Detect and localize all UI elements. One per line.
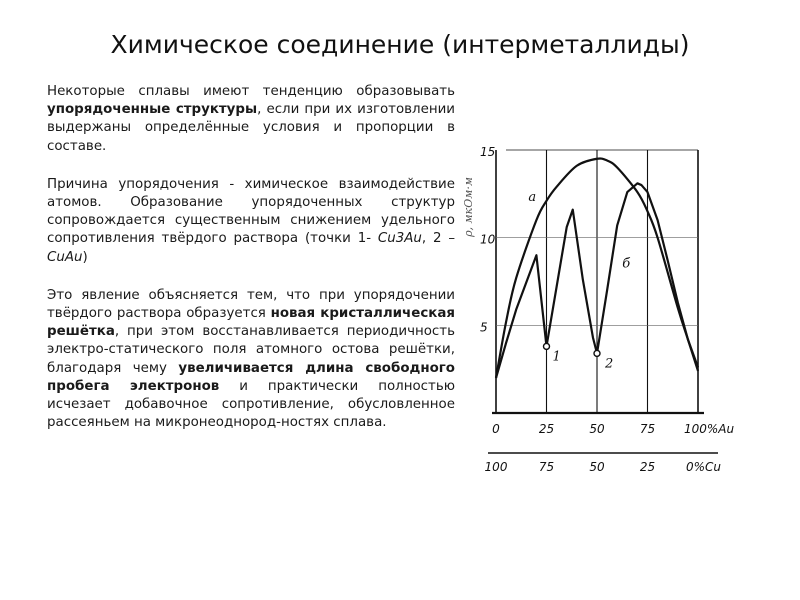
bold-run: увеличивается длина свободного пробега электронов bbox=[47, 360, 455, 394]
x-bottom-tick-label: 100 bbox=[484, 460, 508, 474]
x-top-tick-label: 50 bbox=[589, 422, 605, 436]
text-run: , если при их изготовлении выдержаны определённые условия и пропорции в составе. bbox=[47, 102, 456, 154]
slide-title: Химическое соединение (интерметаллиды) bbox=[110, 30, 690, 59]
y-tick-label: 5 bbox=[480, 320, 488, 335]
point-label-1: 1 bbox=[552, 349, 561, 365]
text-run: ) bbox=[82, 249, 88, 265]
text-run: и практически полностью исчезает добавочное сопротивление, обусловленное рассеяньем на микронеоднород-ностях сплава. bbox=[47, 378, 455, 431]
text-run: Некоторые сплавы имеют тенденцию образовывать bbox=[47, 84, 455, 99]
resistivity-chart bbox=[460, 135, 790, 480]
x-top-tick-label: 0 bbox=[492, 422, 500, 436]
paragraph-ordering-cause bbox=[47, 176, 455, 267]
points-group bbox=[544, 343, 614, 371]
text-run: , 2 – bbox=[421, 231, 456, 247]
italic-run: Cu3Au bbox=[377, 231, 422, 247]
x-top-tick-label: 25 bbox=[538, 422, 555, 436]
ordered-point-1 bbox=[544, 343, 550, 349]
x-bottom-tick-label: 75 bbox=[538, 460, 555, 474]
x-top-tick-labels bbox=[492, 422, 734, 436]
x-bottom-tick-labels bbox=[485, 460, 722, 474]
text-run: Причина упорядочения - химическое взаимодействие атомов. Образование упорядоченных структур сопровождается существенным снижением удельного сопротивления твёрдого раствора (точки 1- bbox=[47, 176, 455, 247]
italic-run: CuAu bbox=[47, 249, 83, 265]
bold-run: новая кристаллическая решётка bbox=[47, 306, 455, 340]
y-axis-label: ρ, мкОм·м bbox=[462, 177, 475, 237]
x-bottom-tick-label: 50 bbox=[589, 460, 605, 474]
chart-svg bbox=[460, 135, 790, 480]
bold-run: упорядоченные структуры bbox=[47, 102, 258, 118]
paragraph-ordered-structures bbox=[47, 83, 455, 156]
text-run: Это явление объясняется тем, что при упорядочении твёрдого раствора образуется bbox=[47, 287, 455, 322]
y-tick-label: 15 bbox=[480, 145, 496, 159]
y-tick-label: 10 bbox=[480, 232, 496, 247]
series-label-b: б bbox=[622, 256, 631, 272]
x-bottom-tick-label: 25 bbox=[639, 460, 656, 474]
x-bottom-tick-label: 0%Cu bbox=[686, 460, 722, 474]
point-label-2: 2 bbox=[605, 356, 614, 372]
ordered-point-2 bbox=[594, 350, 600, 356]
series-label-a: а bbox=[528, 189, 537, 205]
body-text bbox=[47, 83, 455, 452]
x-top-tick-label: 75 bbox=[639, 422, 656, 436]
text-run: , при этом восстанавливается периодичность электро-статического поля атомного остова решётки, благодаря чему bbox=[47, 324, 455, 376]
paragraph-explanation bbox=[47, 287, 455, 433]
y-tick-labels bbox=[480, 145, 496, 334]
x-top-tick-label: 100%Au bbox=[684, 422, 735, 436]
